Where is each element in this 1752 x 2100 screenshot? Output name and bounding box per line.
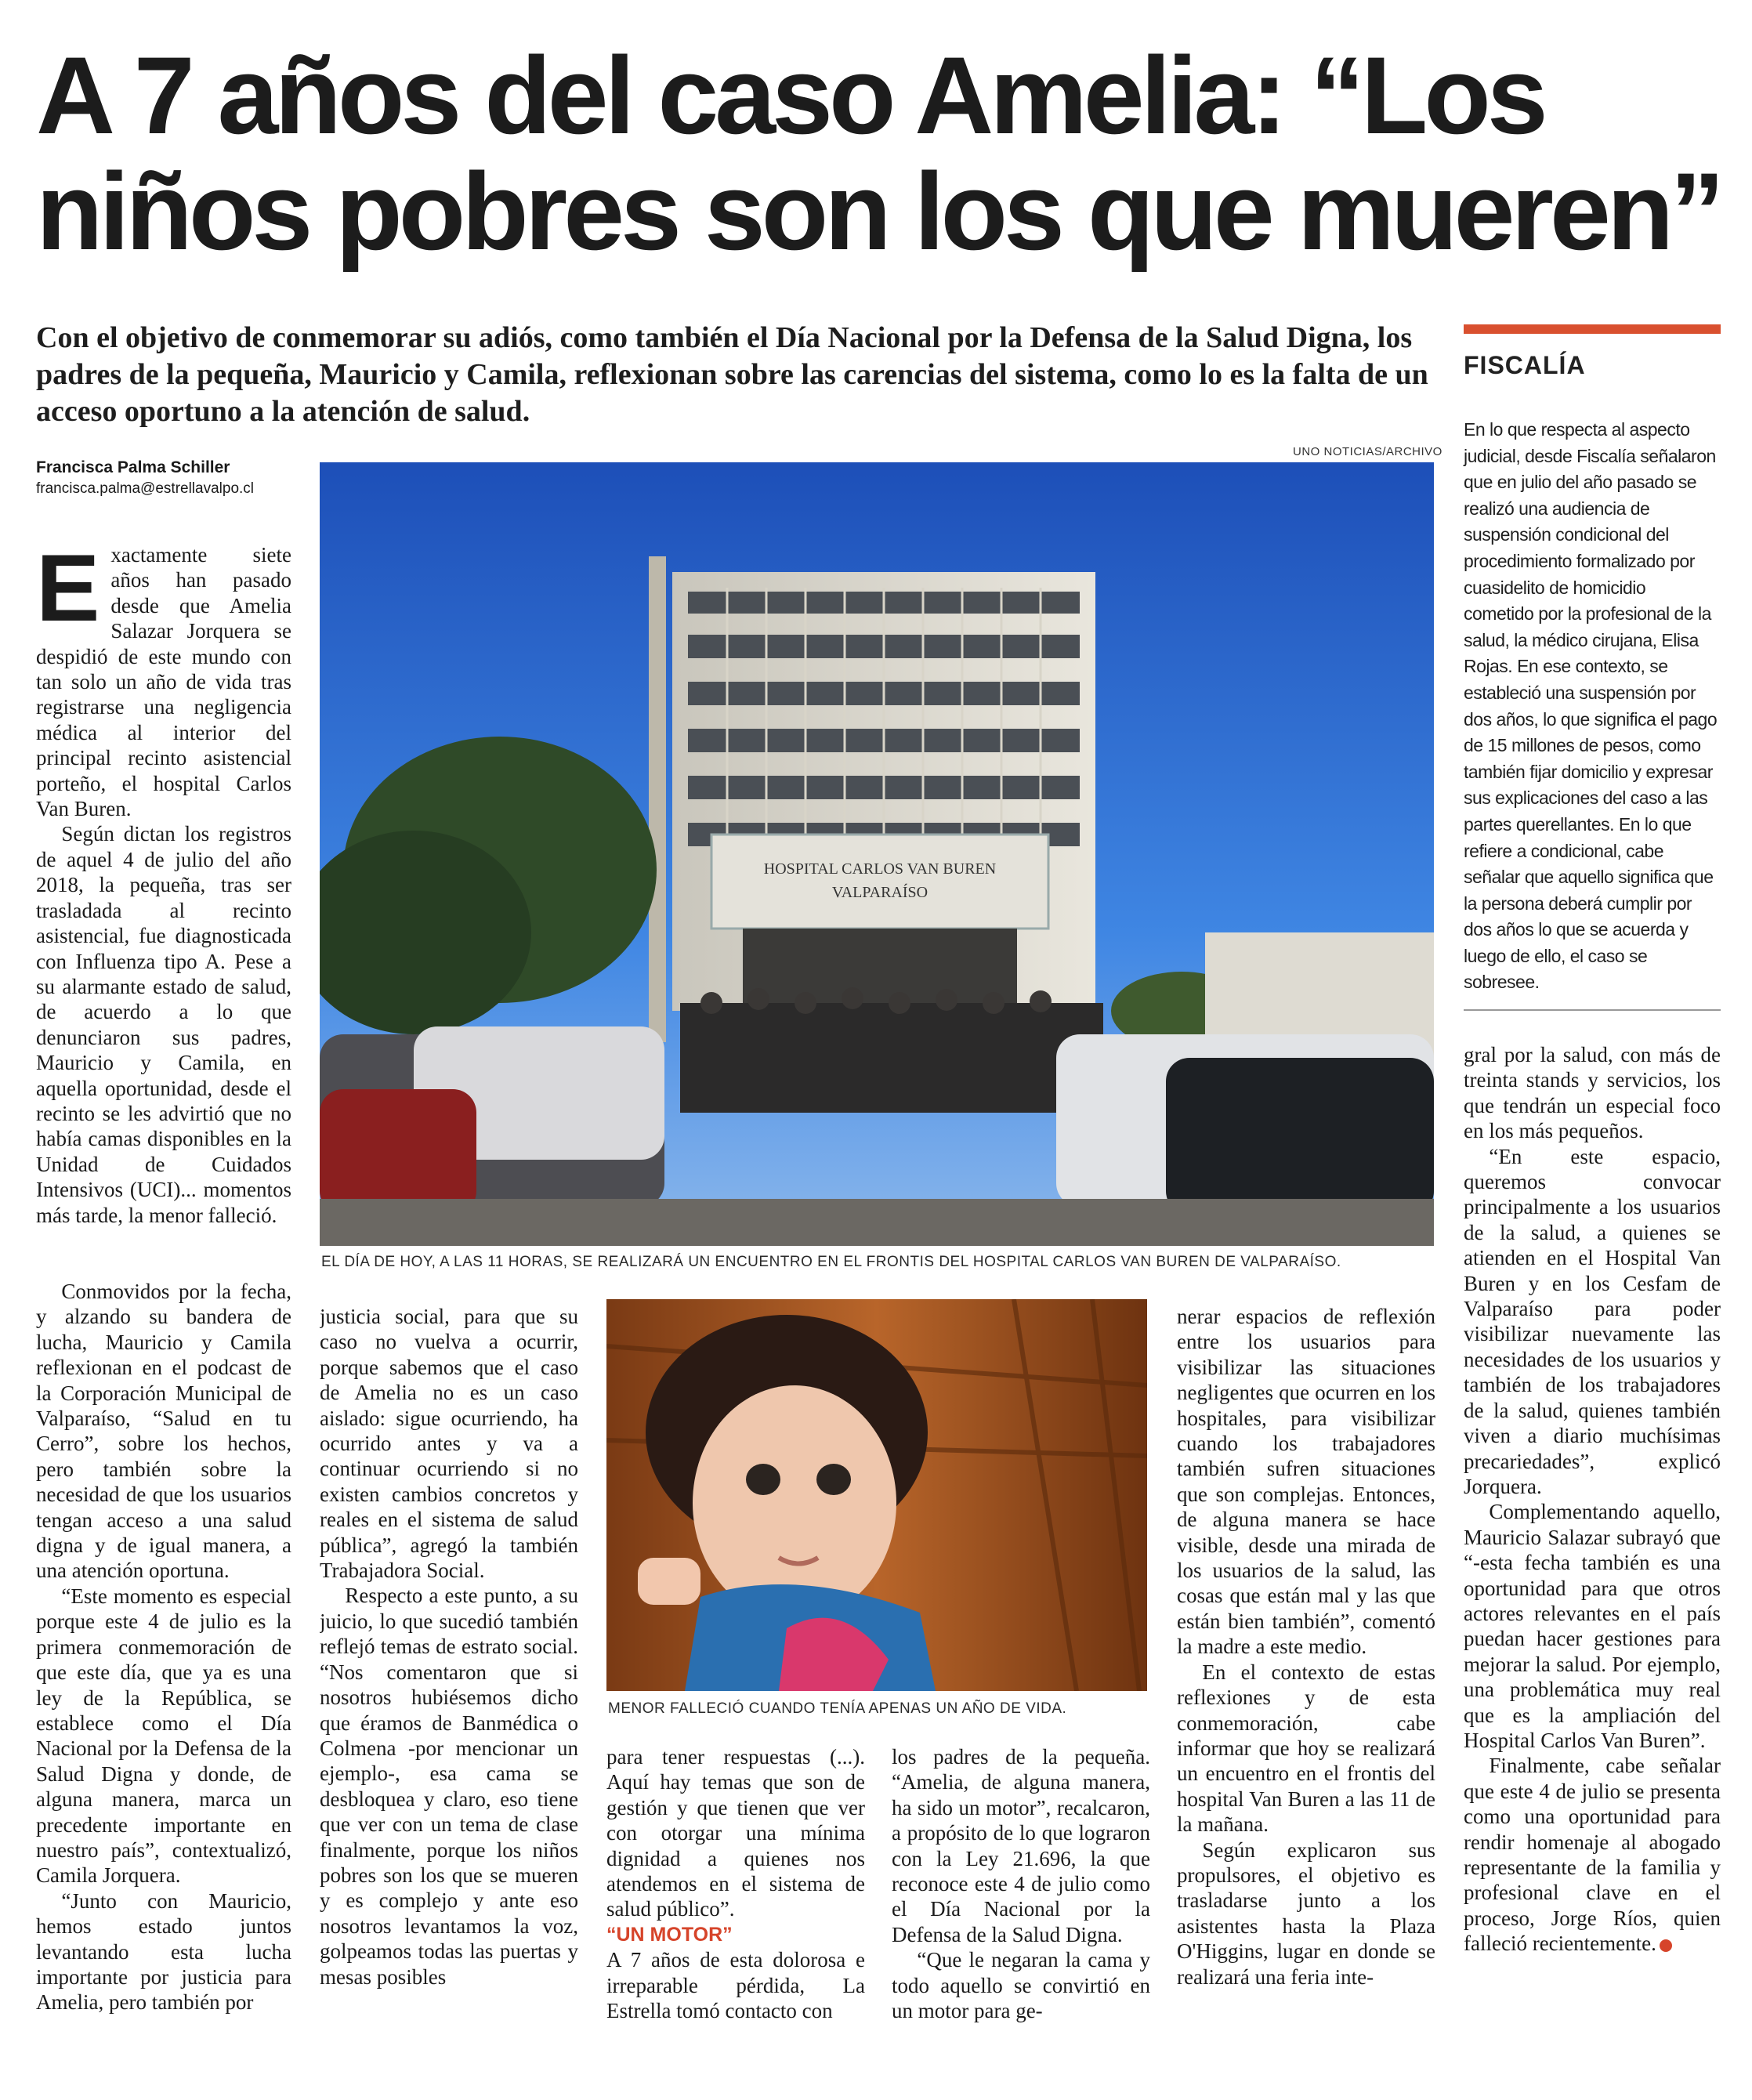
- byline: [36, 457, 254, 499]
- child-photo: [606, 1299, 1147, 1691]
- paragraph: justicia social, para que su caso no vuelva a ocurrir, porque sabemos que el caso de Amelia no es un caso aislado: sigue ocurriendo, ha ocurrido antes y va a continuar ocurriendo si no existen cambios concretos y reales en el sistema de salud pública”, agregó la también Trabajadora Social.: [320, 1305, 578, 1583]
- paragraph: “Este momento es especial porque este 4 de julio es la primera conmemoración de que este día, que ya es una ley de la República, se establece como el Día Nacional por la Defensa de la Salud Digna y donde, de alguna manera, marca un precedente importante en nuestro país”, contextualizó, Camila Jorquera.: [36, 1584, 291, 1888]
- subheading: “UN MOTOR”: [606, 1923, 733, 1946]
- body-column-6: [1464, 1042, 1721, 2081]
- hospital-photo-image: [320, 462, 1434, 1246]
- paragraph: Respecto a este punto, a su juicio, lo que sucedió también reflejó temas de estrato social. “Nos comentaron que si nosotros hubiésemos dicho que éramos de Banmédica o Colmena -por mencionar un ejemplo-, esa cama se desbloquea y claro, eso tiene que ver con un tema de clase finalmente, porque los niños pobres son los que se mueren y es complejo y ante eso nosotros levantamos la voz, golpeamos todas las puertas y mesas posibles: [320, 1584, 578, 1989]
- author-name: Francisca Palma Schiller: [36, 458, 230, 476]
- hospital-photo-caption: EL DÍA DE HOY, A LAS 11 HORAS, SE REALIZARÁ UN ENCUENTRO EN EL FRONTIS DEL HOSPITAL CARLOS VAN BUREN DE VALPARAÍSO.: [321, 1254, 1341, 1270]
- paragraph: los padres de la pequeña. “Amelia, de alguna manera, ha sido un motor”, recalcaron, a propósito de lo que lograron con la Ley 21.696, la que reconoce este 4 de julio como el Día Nacional por la Defensa de la Salud Digna.: [892, 1745, 1150, 1946]
- paragraph: [1464, 1753, 1721, 1956]
- paragraph-text: Finalmente, cabe señalar que este 4 de julio se presenta como una oportunidad para rendir homenaje al abogado representante de la familia y profesional clave en el proceso, Jorge Ríos, quien falleció recientemente.: [1464, 1754, 1721, 1956]
- body-column-1: [36, 542, 291, 1279]
- paragraph: “Que le negaran la cama y todo aquello se convirtió en un motor para ge-: [892, 1948, 1150, 2023]
- sidebar-text: En lo que respecta al aspecto judicial, desde Fiscalía señalaron que en julio del año pasado se realizó una audiencia de suspensión condicional del procedimiento formalizado por cuasidelito de homicidio cometido por la profesional de la salud, la médico cirujana, Elisa Rojas. En ese contexto, se estableció una suspensión por dos años, lo que significa el pago de 15 millones de pesos, como también fijar domicilio y expresar sus explicaciones del caso a las partes querellantes. En lo que refiere a condicional, cabe señalar que aquello significa que la persona deberá cumplir por dos años lo que se acuerda y luego de ello, el caso se sobresee.: [1464, 419, 1718, 993]
- paragraph: “Junto con Mauricio, hemos estado juntos levantando esta lucha importante por justicia para Amelia, pero también por: [36, 1888, 291, 2015]
- child-photo-caption: MENOR FALLECIÓ CUANDO TENÍA APENAS UN AÑO DE VIDA.: [608, 1700, 1067, 1717]
- photo-credit: UNO NOTICIAS/ARCHIVO: [1293, 445, 1443, 458]
- body-column-2: [320, 1304, 578, 2080]
- headline: A 7 años del caso Amelia: “Los niños pobres son los que mueren”: [36, 34, 1721, 273]
- paragraph: Conmovidos por la fecha, y alzando su bandera de lucha, Mauricio y Camila reflexionan en el podcast de la Corporación Municipal de Valparaíso, “Salud en tu Cerro”, sobre los hechos, pero también sobre la necesidad de que los usuarios tengan acceso a una salud digna y de igual manera, a una atención oportuna.: [36, 1280, 291, 1583]
- paragraph: nerar espacios de reflexión entre los usuarios para visibilizar las situaciones negligentes que ocurren en los hospitales, para visibilizar cuando los trabajadores también sufren situaciones que son complejas. Entonces, de alguna manera se hace visible, desde una mirada de los usuarios de la salud, las cosas que están mal y las que están bien también”, comentó la madre a este medio.: [1177, 1305, 1435, 1659]
- body-column-3: [606, 1744, 865, 2081]
- paragraph: “En este espacio, queremos convocar principalmente a los usuarios de la salud, a quienes se atienden en el Hospital Van Buren y en los Cesfam de Valparaíso para poder visibilizar nuevamente las necesidades de los usuarios y también de los trabajadores de la salud, quienes también viven a diario muchísimas precariedades”, explicó Jorquera.: [1464, 1144, 1721, 1498]
- paragraph: xactamente siete años han pasado desde que Amelia Salazar Jorquera se despidió de este mundo con tan solo un año de vida tras registrarse una negligencia médica al interior del principal recinto asistencial porteño, el hospital Carlos Van Buren.: [36, 543, 291, 821]
- hospital-photo: [320, 462, 1434, 1246]
- author-email: francisca.palma@estrellavalpo.cl: [36, 480, 255, 497]
- hospital-sign-line1: HOSPITAL CARLOS VAN BUREN: [763, 860, 997, 878]
- sidebar-divider: [1464, 1009, 1721, 1011]
- paragraph: Según dictan los registros de aquel 4 de julio del año 2018, la pequeña, tras ser trasladada al recinto asistencial, fue diagnosticada con Influenza tipo A. Pese a su alarmante estado de salud, de acuerdo a lo que denunciaron sus padres, Mauricio y Camila, en aquella oportunidad, desde el recinto se les advirtió que no había camas disponibles en la Unidad de Cuidados Intensivos (UCI)... momentos más tarde, la menor falleció.: [36, 822, 291, 1227]
- paragraph: gral por la salud, con más de treinta stands y servicios, los que tendrán un especial foco en los más pequeños.: [1464, 1043, 1721, 1143]
- drop-cap: E: [36, 542, 100, 641]
- end-mark-icon: [1660, 1939, 1672, 1952]
- paragraph: Según explicaron sus propulsores, el objetivo es trasladarse junto a los asistentes hasta la Plaza O'Higgins, lugar en donde se realizará una feria inte-: [1177, 1838, 1435, 1989]
- paragraph: A 7 años de esta dolorosa e irreparable pérdida, La Estrella tomó contacto con: [606, 1948, 865, 2023]
- paragraph: En el contexto de estas reflexiones y de esta conmemoración, cabe informar que hoy se realizará un encuentro en el frontis del hospital Van Buren a las 11 de la mañana.: [1177, 1660, 1435, 1837]
- deck: Con el objetivo de conmemorar su adiós, como también el Día Nacional por la Defensa de la Salud Digna, los padres de la pequeña, Mauricio y Camila, reflexionan sobre las carencias del sistema, como lo es la falta de un acceso oportuno a la atención de salud.: [36, 321, 1428, 428]
- hospital-sign-line2: VALPARAÍSO: [831, 884, 928, 901]
- body-column-5: [1177, 1304, 1435, 2080]
- paragraph: Complementando aquello, Mauricio Salazar subrayó que “-esta fecha también es una oportunidad para que otros actores relevantes en el país puedan hacer gestiones para mejorar la salud. Por ejemplo, una problemática muy real que es la ampliación del Hospital Carlos Van Buren”.: [1464, 1500, 1721, 1752]
- paragraph: para tener respuestas (...). Aquí hay temas que son de gestión y que tienen que ver con otorgar una mínima dignidad a quienes nos atendemos en el sistema de salud público”.: [606, 1745, 865, 1921]
- sidebar-rule: [1464, 324, 1721, 334]
- body-column-4: [892, 1744, 1150, 2081]
- sidebar-title: FISCALÍA: [1464, 351, 1586, 379]
- child-photo-image: [606, 1299, 1147, 1691]
- body-column-1-lower: [36, 1279, 291, 2078]
